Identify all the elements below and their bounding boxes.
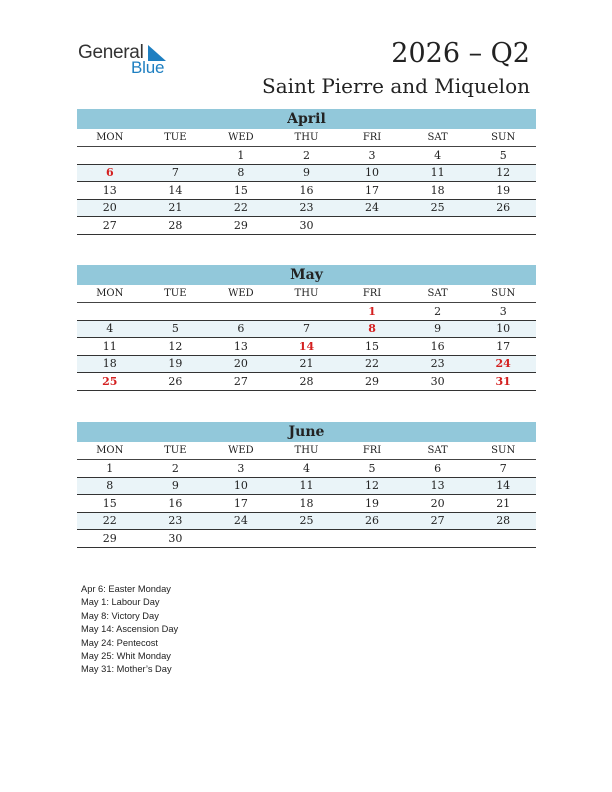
day-cell: 16 (143, 495, 209, 513)
day-cell: 20 (405, 495, 471, 513)
day-cell: 3 (470, 303, 536, 321)
week-row (77, 147, 536, 165)
day-cell: 14 (274, 338, 340, 356)
holiday-note: May 8: Victory Day (81, 610, 159, 621)
day-cell: 4 (77, 320, 143, 338)
day-cell: 8 (208, 164, 274, 182)
day-cell: 31 (470, 373, 536, 391)
day-cell: 3 (208, 460, 274, 478)
weekday-header: SUN (470, 129, 536, 147)
logo (78, 42, 178, 82)
day-cell: 7 (470, 460, 536, 478)
day-cell: 19 (339, 495, 405, 513)
day-cell: 22 (208, 199, 274, 217)
day-cell: 23 (143, 512, 209, 530)
week-row (77, 495, 536, 513)
weekday-header: SUN (470, 285, 536, 303)
day-cell: 29 (208, 217, 274, 235)
empty-day-cell (143, 303, 209, 321)
empty-day-cell (143, 147, 209, 165)
day-cell: 15 (339, 338, 405, 356)
day-cell: 24 (208, 512, 274, 530)
calendar-grid (77, 129, 536, 235)
day-cell: 6 (405, 460, 471, 478)
day-cell: 11 (274, 477, 340, 495)
day-cell: 24 (339, 199, 405, 217)
empty-day-cell (77, 303, 143, 321)
week-row (77, 477, 536, 495)
day-cell: 28 (470, 512, 536, 530)
day-cell: 12 (143, 338, 209, 356)
day-cell: 15 (77, 495, 143, 513)
day-cell: 8 (339, 320, 405, 338)
logo-general-text: General (78, 42, 144, 63)
day-cell: 11 (405, 164, 471, 182)
empty-day-cell (274, 530, 340, 548)
empty-day-cell (339, 217, 405, 235)
day-cell: 29 (77, 530, 143, 548)
day-cell: 25 (274, 512, 340, 530)
weekday-header: TUE (143, 442, 209, 460)
month-calendar-may (77, 265, 536, 391)
day-cell: 12 (339, 477, 405, 495)
weekday-header: FRI (339, 442, 405, 460)
day-cell: 15 (208, 182, 274, 200)
day-cell: 18 (405, 182, 471, 200)
day-cell: 30 (274, 217, 340, 235)
day-cell: 12 (470, 164, 536, 182)
weekday-header: MON (77, 442, 143, 460)
day-cell: 27 (208, 373, 274, 391)
empty-day-cell (470, 530, 536, 548)
empty-day-cell (405, 217, 471, 235)
day-cell: 1 (339, 303, 405, 321)
week-row (77, 460, 536, 478)
weekday-header: FRI (339, 129, 405, 147)
day-cell: 17 (339, 182, 405, 200)
calendar-grid (77, 442, 536, 548)
day-cell: 8 (77, 477, 143, 495)
day-cell: 9 (143, 477, 209, 495)
day-cell: 20 (208, 355, 274, 373)
day-cell: 26 (339, 512, 405, 530)
day-cell: 4 (405, 147, 471, 165)
weekday-header: MON (77, 129, 143, 147)
day-cell: 6 (77, 164, 143, 182)
empty-day-cell (405, 530, 471, 548)
day-cell: 19 (470, 182, 536, 200)
empty-day-cell (470, 217, 536, 235)
day-cell: 2 (405, 303, 471, 321)
day-cell: 18 (77, 355, 143, 373)
month-name: April (77, 109, 536, 129)
empty-day-cell (77, 147, 143, 165)
day-cell: 25 (77, 373, 143, 391)
calendar-grid (77, 285, 536, 391)
day-cell: 13 (77, 182, 143, 200)
empty-day-cell (208, 303, 274, 321)
day-cell: 19 (143, 355, 209, 373)
holiday-note: May 24: Pentecost (81, 637, 158, 648)
weekday-header: THU (274, 129, 340, 147)
day-cell: 13 (405, 477, 471, 495)
weekday-header: THU (274, 285, 340, 303)
day-cell: 28 (274, 373, 340, 391)
day-cell: 17 (470, 338, 536, 356)
week-row (77, 355, 536, 373)
holiday-note: May 31: Mother’s Day (81, 664, 172, 675)
day-cell: 10 (208, 477, 274, 495)
page-subtitle: Saint Pierre and Miquelon (262, 74, 530, 98)
weekday-header: WED (208, 442, 274, 460)
day-cell: 27 (77, 217, 143, 235)
week-row (77, 338, 536, 356)
holiday-note: Apr 6: Easter Monday (81, 584, 171, 594)
page-title: 2026 – Q2 (391, 38, 530, 69)
day-cell: 10 (470, 320, 536, 338)
day-cell: 21 (470, 495, 536, 513)
day-cell: 29 (339, 373, 405, 391)
day-cell: 21 (143, 199, 209, 217)
weekday-header: MON (77, 285, 143, 303)
week-row (77, 182, 536, 200)
day-cell: 7 (143, 164, 209, 182)
weekday-header: SAT (405, 285, 471, 303)
month-name: June (77, 422, 536, 442)
day-cell: 17 (208, 495, 274, 513)
day-cell: 16 (274, 182, 340, 200)
day-cell: 11 (77, 338, 143, 356)
day-cell: 6 (208, 320, 274, 338)
month-calendar-april (77, 109, 536, 235)
week-row (77, 373, 536, 391)
day-cell: 22 (339, 355, 405, 373)
empty-day-cell (208, 530, 274, 548)
weekday-header: THU (274, 442, 340, 460)
week-row (77, 512, 536, 530)
day-cell: 14 (143, 182, 209, 200)
day-cell: 3 (339, 147, 405, 165)
week-row (77, 320, 536, 338)
weekday-header: SAT (405, 442, 471, 460)
day-cell: 23 (274, 199, 340, 217)
holiday-note: May 25: Whit Monday (81, 651, 171, 662)
day-cell: 5 (470, 147, 536, 165)
day-cell: 4 (274, 460, 340, 478)
day-cell: 5 (339, 460, 405, 478)
day-cell: 30 (405, 373, 471, 391)
day-cell: 22 (77, 512, 143, 530)
weekday-header: TUE (143, 285, 209, 303)
holiday-notes (81, 583, 178, 677)
day-cell: 20 (77, 199, 143, 217)
day-cell: 7 (274, 320, 340, 338)
day-cell: 1 (77, 460, 143, 478)
day-cell: 25 (405, 199, 471, 217)
day-cell: 28 (143, 217, 209, 235)
day-cell: 1 (208, 147, 274, 165)
week-row (77, 303, 536, 321)
week-row (77, 530, 536, 548)
holiday-note: May 1: Labour Day (81, 597, 160, 608)
logo-blue-text: Blue (131, 58, 165, 77)
day-cell: 30 (143, 530, 209, 548)
day-cell: 9 (274, 164, 340, 182)
weekday-header: SAT (405, 129, 471, 147)
empty-day-cell (274, 303, 340, 321)
day-cell: 13 (208, 338, 274, 356)
weekday-header: WED (208, 285, 274, 303)
week-row (77, 164, 536, 182)
day-cell: 2 (274, 147, 340, 165)
weekday-header: FRI (339, 285, 405, 303)
day-cell: 26 (143, 373, 209, 391)
weekday-header: TUE (143, 129, 209, 147)
month-name: May (77, 265, 536, 285)
day-cell: 9 (405, 320, 471, 338)
day-cell: 2 (143, 460, 209, 478)
day-cell: 5 (143, 320, 209, 338)
day-cell: 16 (405, 338, 471, 356)
weekday-header: SUN (470, 442, 536, 460)
weekday-header: WED (208, 129, 274, 147)
holiday-note: May 14: Ascension Day (81, 624, 179, 635)
day-cell: 26 (470, 199, 536, 217)
day-cell: 10 (339, 164, 405, 182)
day-cell: 27 (405, 512, 471, 530)
day-cell: 24 (470, 355, 536, 373)
day-cell: 23 (405, 355, 471, 373)
week-row (77, 217, 536, 235)
month-calendar-june (77, 422, 536, 548)
day-cell: 18 (274, 495, 340, 513)
day-cell: 21 (274, 355, 340, 373)
day-cell: 14 (470, 477, 536, 495)
week-row (77, 199, 536, 217)
empty-day-cell (339, 530, 405, 548)
